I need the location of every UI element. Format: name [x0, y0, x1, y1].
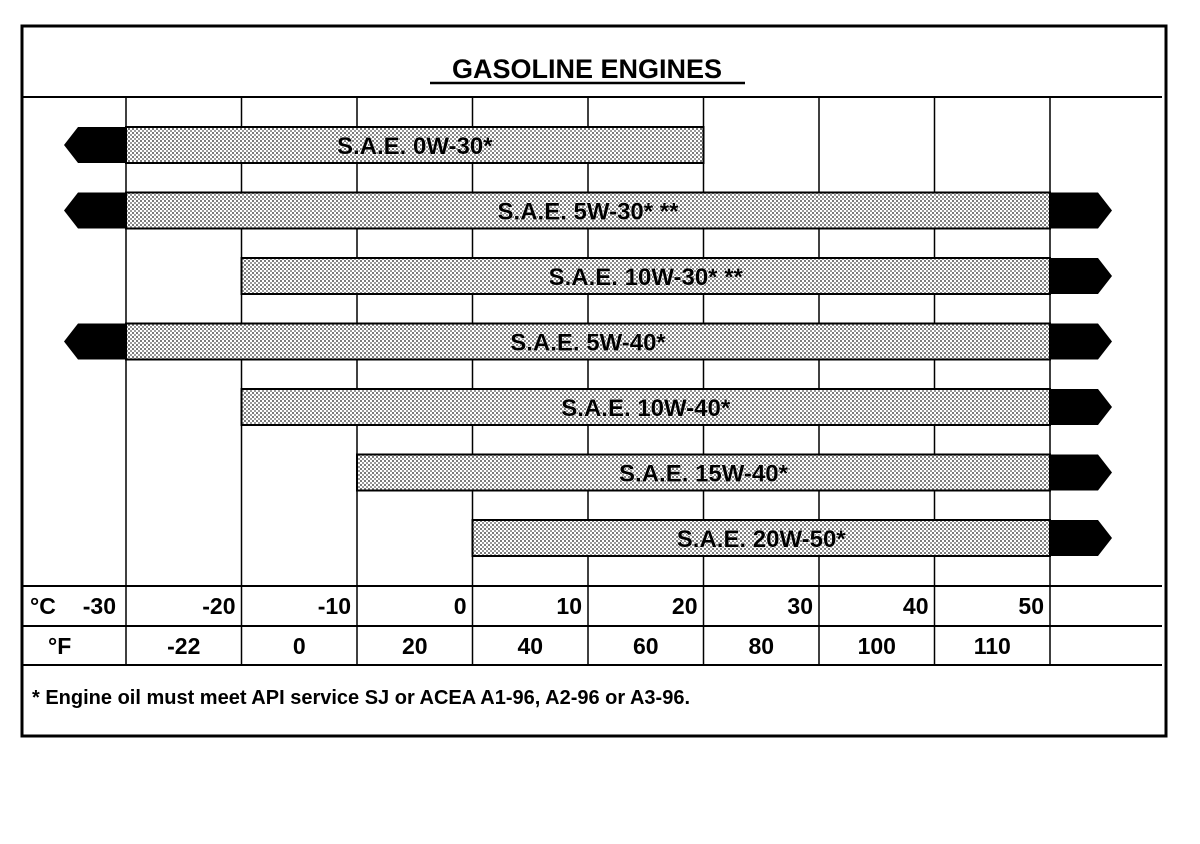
celsius-tick-label: -10 [317, 593, 351, 619]
chart-title: GASOLINE ENGINES [451, 54, 723, 84]
bar-group [64, 324, 1112, 360]
bar-label: S.A.E. 5W-40* [510, 329, 666, 357]
celsius-tick-label: -30 [82, 593, 116, 619]
bar-group [242, 258, 1113, 294]
bar-group [357, 455, 1112, 491]
fahrenheit-tick-label: 40 [517, 633, 544, 659]
fahrenheit-tick-label: 100 [857, 633, 896, 659]
fahrenheit-unit-label: °F [48, 633, 72, 659]
celsius-tick-label: 40 [902, 593, 929, 619]
bar-group [473, 520, 1113, 556]
bar-group [64, 193, 1112, 229]
bar-label: S.A.E. 15W-40* [619, 460, 788, 488]
bar-group [64, 127, 704, 163]
fahrenheit-tick-label: 0 [292, 633, 306, 659]
celsius-tick-label: 30 [787, 593, 813, 619]
fahrenheit-tick-label: 20 [401, 633, 428, 659]
fahrenheit-tick-label: 110 [973, 633, 1011, 659]
bar-label: S.A.E. 0W-30* [336, 133, 493, 160]
fahrenheit-tick-label: 80 [748, 633, 775, 659]
celsius-tick-label: 20 [671, 593, 698, 619]
footnote: * Engine oil must meet API service SJ or ACEA A1-96, A2-96 or A3-96. [32, 687, 690, 709]
bar-label: S.A.E. 10W-40* [561, 395, 731, 422]
bar-label: S.A.E. 5W-30* ** [497, 198, 679, 226]
fahrenheit-tick-label: -22 [167, 633, 201, 659]
fahrenheit-tick-label: 60 [632, 633, 659, 659]
bar-label: S.A.E. 10W-30* ** [548, 264, 743, 291]
bar-label: S.A.E. 20W-50* [676, 526, 846, 553]
celsius-tick-label: 10 [556, 593, 582, 619]
celsius-tick-label: 0 [453, 593, 467, 619]
celsius-tick-label: -20 [202, 593, 236, 619]
celsius-tick-label: 50 [1018, 593, 1044, 619]
celsius-unit-label: °C [30, 593, 56, 619]
bar-group [242, 389, 1113, 425]
